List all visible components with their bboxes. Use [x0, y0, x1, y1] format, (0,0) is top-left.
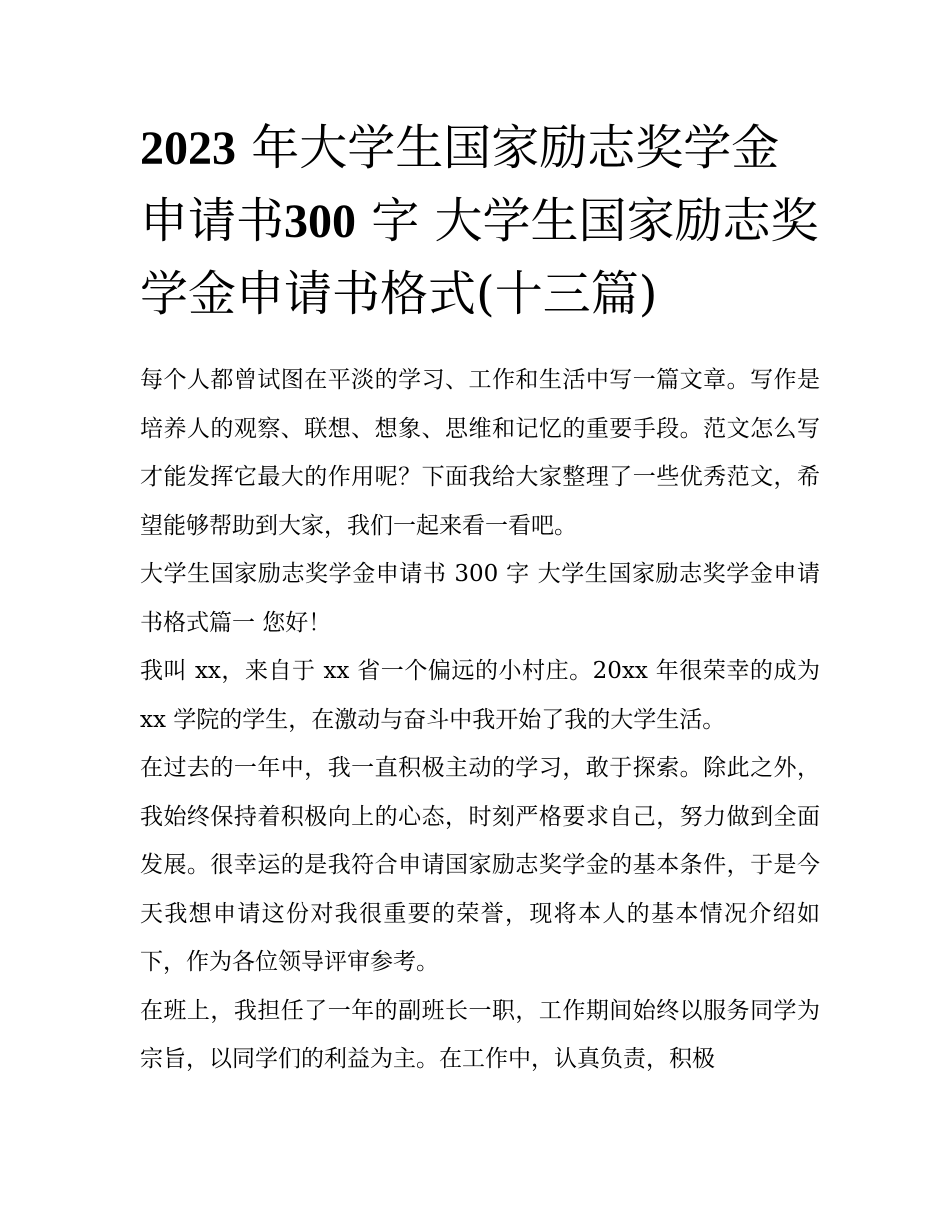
title-year: 2023	[140, 122, 236, 175]
title-part-2: 字 大学生国家励志奖学金申请书格式(十三篇)	[140, 193, 819, 322]
title-part-1: 年大学生国家励志奖学金申请书	[140, 120, 780, 249]
paragraph-heading: 大学生国家励志奖学金申请书 300 字 大学生国家励志奖学金申请书格式篇一 您好！	[140, 561, 820, 636]
paragraph-study: 在过去的一年中，我一直积极主动的学习，敢于探索。除此之外，我始终保持着积极向上的心态，时刻严格要求自己，努力做到全面发展。很幸运的是我符合申请国家励志奖学金的基本条件，于是今天我想申请这份对我很重要的荣誉，现将本人的基本情况介绍如下，作为各位领导评审参考。	[140, 755, 820, 975]
paragraph-class-duty: 在班上，我担任了一年的副班长一职，工作期间始终以服务同学为宗旨，以同学们的利益为主。在工作中，认真负责，积极	[140, 997, 820, 1072]
paragraph-self-intro: 我叫 xx，来自于 xx 省一个偏远的小村庄。20xx 年很荣幸的成为 xx 学院的学生，在激动与奋斗中我开始了我的大学生活。	[140, 658, 820, 733]
title-word-count: 300	[284, 195, 357, 248]
document-body	[140, 356, 820, 1084]
paragraph-intro: 每个人都曾试图在平淡的学习、工作和生活中写一篇文章。写作是培养人的观察、联想、想象、思维和记忆的重要手段。范文怎么写才能发挥它最大的作用呢？下面我给大家整理了一些优秀范文，希望能够帮助到大家，我们一起来看一看吧。	[140, 367, 820, 539]
document-title	[140, 112, 820, 330]
